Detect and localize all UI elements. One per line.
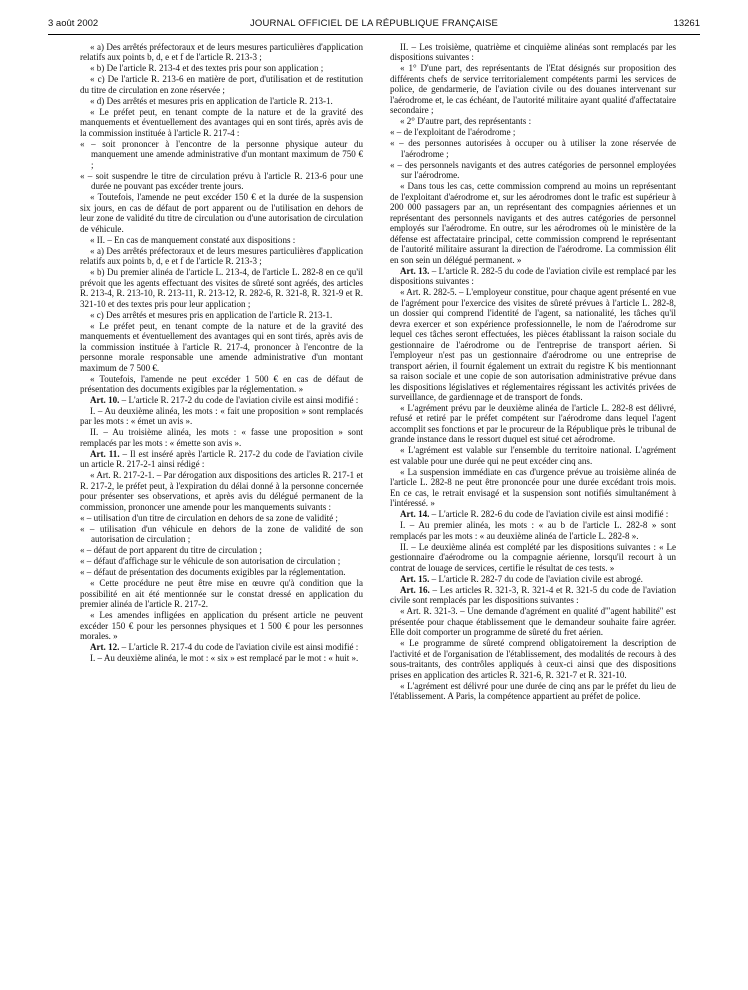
article-text: – L'article R. 282-5 du code de l'aviation civile est remplacé par les dispositions suivantes : [390,265,676,287]
article-label: Art. 12. [90,642,120,653]
article-paragraph [390,585,676,606]
article-label: Art. 14. [400,509,430,520]
dash-item: « – des personnels navigants et des autres catégories de personnel employées sur l'aérodrome. [390,159,676,181]
paragraph: « Les amendes infligées en application du présent article ne peuvent excéder 150 € pour les personnes physiques et 1 500 € pour les personnes morales. » [80,610,363,642]
right-column [390,42,676,702]
dash-item: « – soit suspendre le titre de circulation prévu à l'article R. 213-6 pour une durée ne pouvant pas excéder trente jours. [80,170,363,192]
paragraph: I. – Au deuxième alinéa, les mots : « fait une proposition » sont remplacés par les mots : « émet un avis ». [80,405,363,427]
page-number: 13261 [673,18,700,29]
article-paragraph [390,574,676,584]
paragraph: II. – Au troisième alinéa, les mots : « fasse une proposition » sont remplacés par les mots : « émette son avis ». [80,427,363,448]
article-text: – L'article R. 217-2 du code de l'aviation civile est ainsi modifié : [119,394,359,405]
article-label: Art. 16. [400,584,430,595]
paragraph: « Le préfet peut, en tenant compte de la nature et de la gravité des manquements et éventuellement des avantages qui en sont tirés, après avis de la commission instituée à l'article R. 217-4, prononcer à l'encontre de la personne morale responsable une amende administrative d'un montant maximum de 7 500 €. [80,320,363,373]
paragraph: « Toutefois, l'amende ne peut excéder 150 € et la durée de la suspension six jours, en cas de défaut de port apparent ou de l'utilisation en dehors de leur zone de validité du titre de circulation ou d'une autorisation de circulation de véhicule. [80,192,363,234]
article-label: Art. 15. [400,573,430,584]
paragraph: II. – Le deuxième alinéa est complété par les dispositions suivantes : « Le gestionnaire d'aérodrome ou la compagnie aérienne, lorsqu'il recourt à un contrat de louage de services, certifie le résultat de ces tests. » [390,541,676,573]
paragraph: « Le programme de sûreté comprend obligatoirement la description de l'activité et de l'organisation de l'établissement, des modalités de recours à des sous-traitants, des contrôles appliqués à ceux-ci ainsi que des dispositions prises en application des articles R. 321-6, R. 321-7 et R. 321-10. [390,638,676,680]
article-text: – Les articles R. 321-3, R. 321-4 et R. 321-5 du code de l'aviation civile sont remplacés par les dispositions suivantes : [390,584,676,606]
paragraph: « Cette procédure ne peut être mise en œuvre qu'à condition que la possibilité en ait été mentionnée sur le constat dressé en application du premier alinéa de l'article R. 217-2. [80,578,363,610]
paragraph: « b) Du premier alinéa de l'article L. 213-4, de l'article L. 282-8 en ce qu'il prévoit que les agents effectuant des visites de sûreté sont agréés, des articles R. 213-4, R. 213-10, R. 213-11, R. 213-12, R. 282-6, R. 321-8, R. 321-9 et R. 321-10 et des textes pris pour leur application ; [80,267,363,309]
paragraph: « Dans tous les cas, cette commission comprend au moins un représentant de l'exploitant d'aérodrome et, sur les aérodromes dont le trafic est supérieur à 200 000 passagers par an, un représentant des compagnies aériennes et un représentant des personnels navigants et des autres catégories de personnel employés sur l'aérodrome. En outre, sur les aérodromes où le ministère de la défense est affectataire principal, cette commission comprend le représentant de l'autorité militaire assurant la direction de l'aérodrome. La commission élit en son sein un délégué permanent. » [390,181,676,265]
article-label: Art. 11. [90,448,120,459]
paragraph: « c) Des arrêtés et mesures pris en application de l'article R. 213-1. [90,309,333,320]
header-date: 3 août 2002 [48,18,99,29]
dash-item: « – utilisation d'un titre de circulation en dehors de sa zone de validité ; [80,512,338,523]
article-paragraph [390,509,676,519]
paragraph: « L'agrément est délivré pour une durée de cinq ans par le préfet du lieu de l'établissement. A Paris, la compétence appartient au préfet de police. [390,680,676,702]
paragraph: I. – Au premier alinéa, les mots : « au b de l'article L. 282-8 » sont remplacés par les mots : « au deuxième alinéa de l'article L. 282-8 ». [390,520,676,541]
paragraph: « Toutefois, l'amende ne peut excéder 1 500 € en cas de défaut de présentation des documents exigibles par la réglementation. » [80,373,363,394]
left-column [80,42,363,664]
paragraph: « L'agrément prévu par le deuxième alinéa de l'article L. 282-8 est délivré, refusé et retiré par le préfet compétent sur l'aérodrome dans lequel l'agent accomplit ses fonctions et par le procureur de la République près le tribunal de grande instance dans le ressort duquel est situé cet aérodrome. [390,402,676,445]
article-paragraph [80,642,363,652]
article-text: – L'article R. 282-7 du code de l'aviation civile est abrogé. [429,573,643,584]
paragraph: « La suspension immédiate en cas d'urgence prévue au troisième alinéa de l'article L. 282-8 ne peut être prononcée pour une durée excédant trois mois. En ce cas, le retrait envisagé et la suspension sont notifiés simultanément à l'intéressé. » [390,466,676,509]
paragraph: « b) De l'article R. 213-4 et des textes pris pour son application ; [90,63,324,74]
paragraph: « a) Des arrêtés préfectoraux et de leurs mesures particulières d'application relatifs aux points b, d, e et f de l'article R. 213-3 ; [80,42,363,63]
article-label: Art. 10. [90,394,120,405]
paragraph: « Le préfet peut, en tenant compte de la nature et de la gravité des manquements et éventuellement des avantages qui en sont tirés, après avis de la commission instituée à l'article R. 217-4 : [80,106,363,138]
article-text: – L'article R. 282-6 du code de l'aviation civile est ainsi modifié : [429,509,669,520]
dash-item: « – défaut de présentation des documents exigibles par la réglementation. [80,567,346,578]
paragraph: I. – Au deuxième alinéa, le mot : « six » est remplacé par le mot : « huit ». [90,653,359,664]
article-paragraph [390,266,676,287]
paragraph: « d) Des arrêtés et mesures pris en application de l'article R. 213-1. [90,95,333,106]
paragraph: « a) Des arrêtés préfectoraux et de leurs mesures particulières d'application relatifs aux points b, d, e et f de l'article R. 213-3 ; [80,245,363,267]
paragraph: « Art. R. 217-2-1. – Par dérogation aux dispositions des articles R. 217-1 et R. 217-2, le préfet peut, à l'expiration du délai donné à la personne concernée pour présenter ses observations, et après avis du délégué permanent de la commission, prononcer une amende pour les manquements suivants : [80,470,363,512]
page-header [48,18,700,34]
paragraph: « 1° D'une part, des représentants de l'Etat désignés sur proposition des différents chefs de service territorialement compétents parmi les services de police, de gendarmerie, de l'aviation civile ou des douanes intervenant sur l'aérodrome et, le cas échéant, de l'autorité militaire ayant qualité d'affectataire secondaire ; [390,63,676,116]
article-text: – Il est inséré après l'article R. 217-2 du code de l'aviation civile un article R. 217-2-1 ainsi rédigé : [80,448,363,470]
article-label: Art. 13. [400,265,430,276]
paragraph: « Art. R. 321-3. – Une demande d'agrément en qualité d'"agent habilité" est présentée pour chaque établissement que le demandeur souhaite faire agréer. Elle doit comporter un programme de sûreté du fret aérien. [390,606,676,638]
paragraph: « 2° D'autre part, des représentants : [400,116,532,127]
dash-item: « – défaut de port apparent du titre de circulation ; [80,545,262,556]
header-rule [48,34,700,35]
article-paragraph [80,395,363,405]
article-text: – L'article R. 217-4 du code de l'aviation civile est ainsi modifié : [119,642,359,653]
paragraph: « II. – En cas de manquement constaté aux dispositions : [90,234,296,245]
dash-item: « – défaut d'affichage sur le véhicule de son autorisation de circulation ; [80,556,341,567]
article-paragraph [80,449,363,470]
paragraph: « Art. R. 282-5. – L'employeur constitue, pour chaque agent présenté en vue de l'agrément pour l'exercice des visites de sûreté prévues à l'article L. 282-8, un dossier qui comprend l'identité de l'agent, sa nationalité, les tâches qu'il devra exercer et son expérience professionnelle, le nom de l'aérodrome sur lequel ces tâches seront effectuées, les pièces établissant la raison sociale du gestionnaire de l'aérodrome ou de l'entreprise de transport aérien. Si l'employeur n'est pas un gestionnaire d'aérodrome ou une entreprise de transport aérien, il fournit également un extrait du registre K bis mentionnant sa raison sociale et une copie de son autorisation administrative prévue dans les dispositions législatives et réglementaires régissant les activités privées de surveillance, de gardiennage et de transport de fonds. [390,287,676,402]
dash-item: « – soit prononcer à l'encontre de la personne physique auteur du manquement une amende administrative d'un montant maximum de 750 € ; [80,138,363,170]
paragraph: « L'agrément est valable sur l'ensemble du territoire national. L'agrément est valable pour une durée qui ne peut excéder cinq ans. [390,445,676,466]
dash-item: « – utilisation d'un véhicule en dehors de la zone de validité de son autorisation de circulation ; [80,523,363,545]
paragraph: II. – Les troisième, quatrième et cinquième alinéas sont remplacés par les dispositions suivantes : [390,42,676,63]
journal-title: JOURNAL OFFICIEL DE LA RÉPUBLIQUE FRANÇAISE [249,18,499,29]
paragraph: « c) De l'article R. 213-6 en matière de port, d'utilisation et de restitution du titre de circulation en zone réservée ; [80,74,363,95]
dash-item: « – des personnes autorisées à occuper ou à utiliser la zone réservée de l'aérodrome ; [390,138,676,159]
dash-item: « – de l'exploitant de l'aérodrome ; [390,127,516,138]
